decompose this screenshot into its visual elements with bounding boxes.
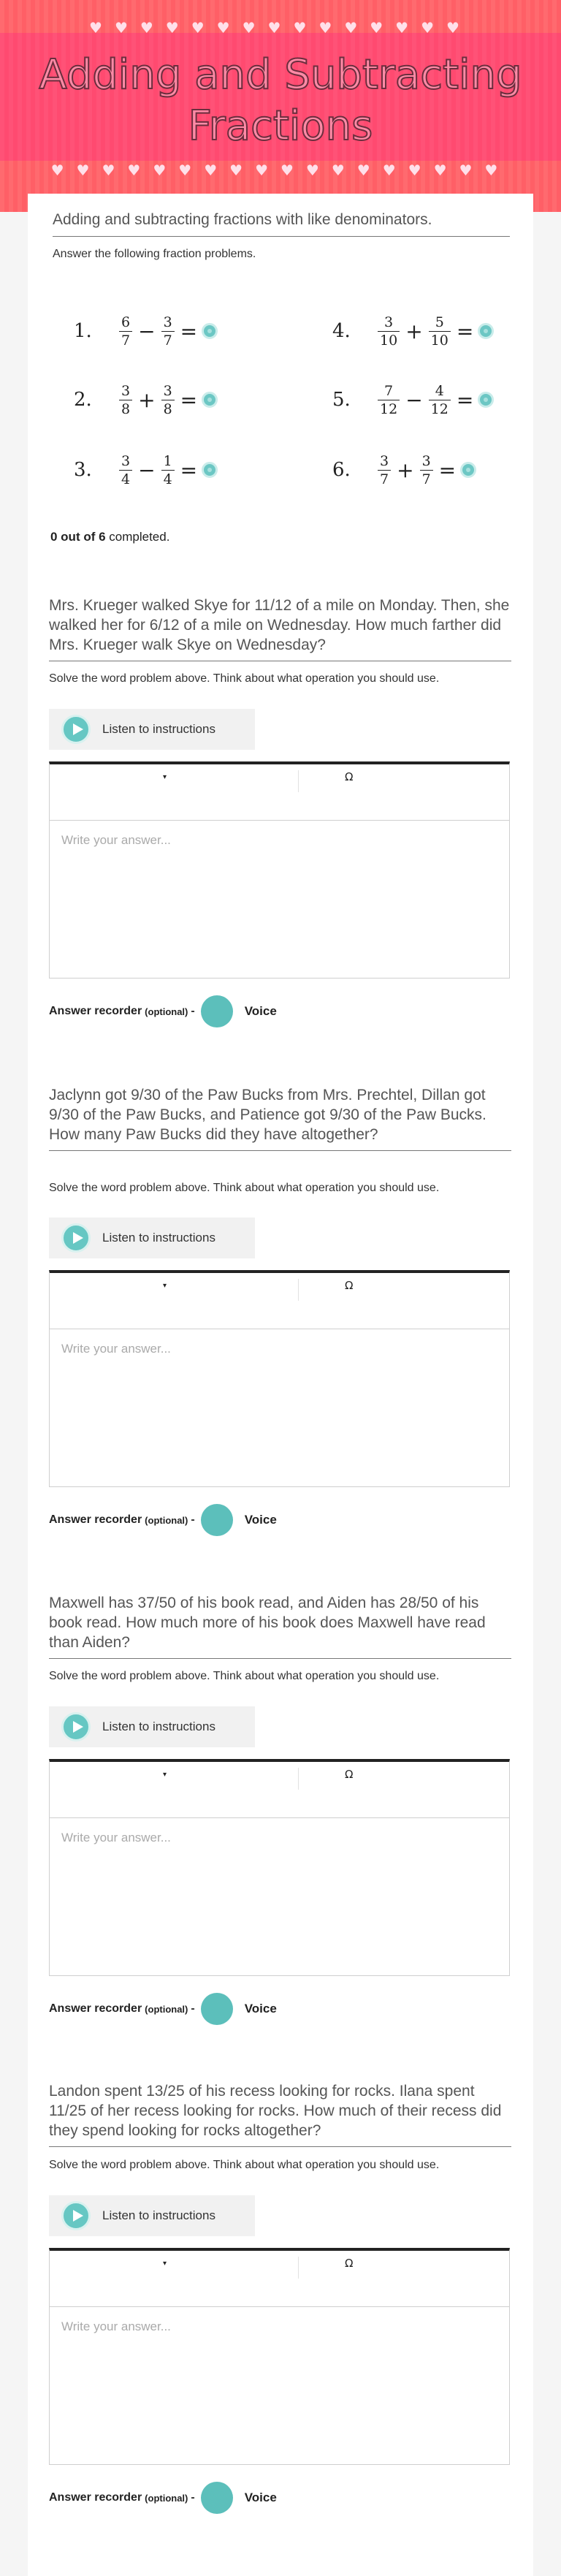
recorder-optional: (optional) bbox=[145, 2492, 188, 2504]
completed-suffix: completed. bbox=[105, 530, 170, 544]
answer-drop-target[interactable] bbox=[202, 323, 218, 339]
word-problem-2-question: Jaclynn got 9/30 of the Paw Bucks from Mrs. Prechtel, Dillan got 9/30 of the Paw Bucks, and Patience got 9/30 of the Paw Bucks. How many Paw Bucks did they have altogether? bbox=[49, 1085, 511, 1151]
dropdown-caret-icon[interactable]: ▾ bbox=[163, 773, 167, 781]
play-icon bbox=[61, 2201, 91, 2230]
omega-icon[interactable]: Ω bbox=[345, 2257, 354, 2270]
problem-number: 1. bbox=[74, 320, 92, 342]
fraction: $\frac{3}{8}$ bbox=[161, 382, 175, 418]
dropdown-caret-icon[interactable]: ▾ bbox=[163, 1282, 167, 1290]
answer-drop-target[interactable] bbox=[478, 392, 494, 408]
fraction: $\frac{3}{8}$ bbox=[119, 382, 132, 418]
voice-label[interactable]: Voice bbox=[244, 1513, 277, 1527]
recorder-optional: (optional) bbox=[145, 1006, 188, 1017]
answer-drop-target[interactable] bbox=[202, 392, 218, 408]
fraction-problem-4 bbox=[332, 308, 494, 354]
operator: + bbox=[397, 457, 414, 482]
word-problem-3-question: Maxwell has 37/50 of his book read, and Aiden has 28/50 of his book read. How much more of his book does Maxwell have read than Aiden? bbox=[49, 1593, 511, 1659]
fraction: $\frac{3}{10}$ bbox=[378, 314, 400, 349]
fraction: $\frac{3}{7}$ bbox=[420, 452, 433, 488]
toolbar-divider bbox=[298, 2257, 299, 2279]
omega-icon[interactable]: Ω bbox=[345, 1768, 354, 1781]
listen-label: Listen to instructions bbox=[102, 722, 215, 736]
fraction: $\frac{4}{12}$ bbox=[429, 382, 451, 418]
hearts-row-top: ♥♥♥♥♥♥♥♥♥♥♥♥♥♥♥ bbox=[89, 19, 472, 37]
answer-textarea[interactable] bbox=[50, 1329, 509, 1486]
omega-icon[interactable]: Ω bbox=[345, 1279, 354, 1292]
microphone-voice-icon[interactable] bbox=[201, 1504, 233, 1536]
answer-textarea[interactable] bbox=[50, 1817, 509, 1975]
operator: − bbox=[138, 319, 156, 343]
fraction-problem-5 bbox=[332, 376, 494, 423]
section-title: Adding and subtracting fractions with like denominators. bbox=[53, 210, 510, 237]
equals-sign: = bbox=[438, 457, 457, 482]
answer-recorder bbox=[49, 995, 277, 1028]
problem-number: 4. bbox=[332, 320, 351, 342]
answer-recorder bbox=[49, 2481, 277, 2515]
answer-drop-target[interactable] bbox=[202, 462, 218, 478]
equals-sign: = bbox=[456, 319, 474, 343]
recorder-dash: - bbox=[191, 2491, 195, 2504]
fraction-problem-6 bbox=[332, 447, 476, 493]
toolbar-divider bbox=[298, 770, 299, 792]
editor-toolbar bbox=[50, 1762, 509, 1818]
dropdown-caret-icon[interactable]: ▾ bbox=[163, 2260, 167, 2268]
toolbar-divider bbox=[298, 1279, 299, 1301]
recorder-optional: (optional) bbox=[145, 1514, 188, 1526]
listen-instructions-button[interactable] bbox=[49, 2195, 255, 2236]
voice-label[interactable]: Voice bbox=[244, 2002, 277, 2015]
microphone-voice-icon[interactable] bbox=[201, 995, 233, 1027]
dropdown-caret-icon[interactable]: ▾ bbox=[163, 1771, 167, 1779]
listen-instructions-button[interactable] bbox=[49, 1706, 255, 1747]
answer-drop-target[interactable] bbox=[460, 462, 476, 478]
listen-label: Listen to instructions bbox=[102, 1231, 215, 1245]
fraction: $\frac{5}{10}$ bbox=[429, 314, 451, 349]
completed-count: 0 out of 6 bbox=[50, 530, 106, 544]
fraction-problem-2 bbox=[74, 376, 218, 423]
recorder-label: Answer recorder bbox=[49, 1005, 142, 1017]
word-problem-3-instruction: Solve the word problem above. Think about what operation you should use. bbox=[49, 1670, 440, 1682]
fraction: $\frac{7}{12}$ bbox=[378, 382, 400, 418]
answer-textarea[interactable] bbox=[50, 820, 509, 977]
listen-instructions-button[interactable] bbox=[49, 709, 255, 750]
fraction-problem-1 bbox=[74, 308, 218, 354]
fraction-problem-3 bbox=[74, 447, 218, 493]
operator: − bbox=[138, 457, 156, 482]
operator: + bbox=[405, 319, 423, 343]
omega-icon[interactable]: Ω bbox=[345, 770, 354, 783]
recorder-dash: - bbox=[191, 1513, 195, 1526]
operator: + bbox=[138, 387, 156, 412]
microphone-voice-icon[interactable] bbox=[201, 2482, 233, 2514]
answer-recorder bbox=[49, 1992, 277, 2026]
worksheet-card bbox=[28, 194, 533, 2576]
answer-editor bbox=[49, 2248, 510, 2465]
operator: − bbox=[405, 387, 423, 412]
word-problem-4-question: Landon spent 13/25 of his recess looking for rocks. Ilana spent 11/25 of her recess looking for rocks. How much of their recess did they spend looking for rocks altogether? bbox=[49, 2081, 511, 2147]
word-problem-1-question: Mrs. Krueger walked Skye for 11/12 of a mile on Monday. Then, she walked her for 6/12 of a mile on Wednesday. How much farther did Mrs. Krueger walk Skye on Wednesday? bbox=[49, 596, 511, 661]
play-icon bbox=[61, 1712, 91, 1741]
page-title: Adding and Subtracting Fractions bbox=[39, 51, 522, 150]
header-banner bbox=[0, 0, 561, 212]
voice-label[interactable]: Voice bbox=[244, 2490, 277, 2504]
listen-instructions-button[interactable] bbox=[49, 1217, 255, 1258]
answer-recorder bbox=[49, 1503, 277, 1537]
equals-sign: = bbox=[180, 457, 198, 482]
problem-number: 5. bbox=[332, 389, 351, 411]
problem-number: 3. bbox=[74, 459, 92, 481]
equals-sign: = bbox=[180, 387, 198, 412]
fraction: $\frac{1}{4}$ bbox=[161, 452, 175, 488]
play-icon bbox=[61, 1223, 91, 1253]
section-instruction: Answer the following fraction problems. bbox=[53, 248, 256, 260]
answer-drop-target[interactable] bbox=[478, 323, 494, 339]
listen-label: Listen to instructions bbox=[102, 2208, 215, 2222]
editor-toolbar bbox=[50, 2251, 509, 2307]
editor-toolbar bbox=[50, 764, 509, 821]
answer-editor bbox=[49, 1270, 510, 1487]
recorder-label: Answer recorder bbox=[49, 2491, 142, 2504]
answer-editor bbox=[49, 1759, 510, 1976]
equals-sign: = bbox=[456, 387, 474, 412]
word-problem-4-instruction: Solve the word problem above. Think about what operation you should use. bbox=[49, 2159, 440, 2171]
problem-number: 2. bbox=[74, 389, 92, 411]
hearts-row-bottom: ♥♥♥♥♥♥♥♥♥♥♥♥♥♥♥♥♥♥ bbox=[50, 162, 511, 179]
recorder-label: Answer recorder bbox=[49, 2002, 142, 2015]
equals-sign: = bbox=[180, 319, 198, 343]
problem-number: 6. bbox=[332, 459, 351, 481]
word-problem-1-instruction: Solve the word problem above. Think about what operation you should use. bbox=[49, 672, 440, 685]
fraction: $\frac{3}{4}$ bbox=[119, 452, 132, 488]
fraction: $\frac{3}{7}$ bbox=[161, 314, 175, 349]
recorder-optional: (optional) bbox=[145, 2003, 188, 2015]
play-icon bbox=[61, 715, 91, 744]
listen-label: Listen to instructions bbox=[102, 1720, 215, 1733]
microphone-voice-icon[interactable] bbox=[201, 1993, 233, 2025]
editor-toolbar bbox=[50, 1273, 509, 1329]
toolbar-divider bbox=[298, 1768, 299, 1790]
recorder-dash: - bbox=[191, 1005, 195, 1017]
recorder-label: Answer recorder bbox=[49, 1513, 142, 1526]
fraction: $\frac{6}{7}$ bbox=[119, 314, 132, 349]
answer-editor bbox=[49, 761, 510, 979]
recorder-dash: - bbox=[191, 2002, 195, 2015]
answer-textarea[interactable] bbox=[50, 2306, 509, 2463]
fraction: $\frac{3}{7}$ bbox=[378, 452, 391, 488]
word-problem-2-instruction: Solve the word problem above. Think about what operation you should use. bbox=[49, 1182, 440, 1194]
voice-label[interactable]: Voice bbox=[244, 1004, 277, 1018]
progress-text bbox=[50, 530, 169, 544]
